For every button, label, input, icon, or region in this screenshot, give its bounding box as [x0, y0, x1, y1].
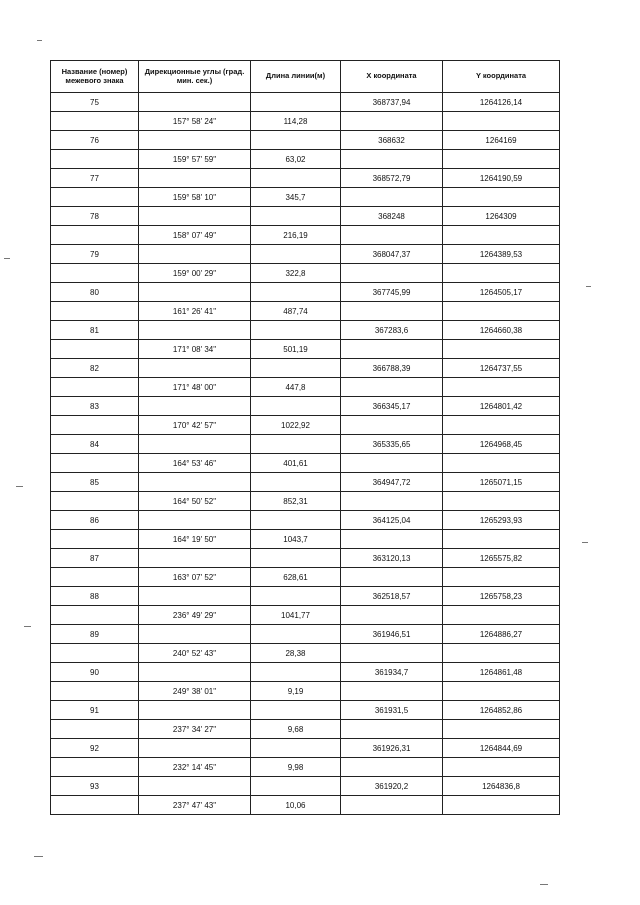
segment-angle: 157° 58' 24": [139, 112, 251, 131]
scan-speck: [540, 884, 548, 885]
segment-angle: 161° 26' 41": [139, 302, 251, 321]
point-x: 368632: [341, 131, 443, 150]
point-y: 1264737,55: [443, 359, 560, 378]
segment-length: 401,61: [251, 454, 341, 473]
point-y: 1264844,69: [443, 739, 560, 758]
point-x: 366788,39: [341, 359, 443, 378]
point-name: 88: [51, 587, 139, 606]
point-y: 1264169: [443, 131, 560, 150]
point-angle-empty: [139, 207, 251, 226]
point-name: 77: [51, 169, 139, 188]
point-length-empty: [251, 587, 341, 606]
segment-y-empty: [443, 682, 560, 701]
segment-length: 9,98: [251, 758, 341, 777]
point-y: 1264968,45: [443, 435, 560, 454]
table-row: [51, 397, 560, 416]
segment-y-empty: [443, 568, 560, 587]
segment-y-empty: [443, 796, 560, 815]
point-angle-empty: [139, 283, 251, 302]
point-x: 364125,04: [341, 511, 443, 530]
table-row: [51, 435, 560, 454]
point-x: 361931,5: [341, 701, 443, 720]
segment-angle: 171° 08' 34": [139, 340, 251, 359]
segment-length: 1022,92: [251, 416, 341, 435]
point-x: 361926,31: [341, 739, 443, 758]
point-x: 364947,72: [341, 473, 443, 492]
segment-name-empty: [51, 606, 139, 625]
segment-length: 628,61: [251, 568, 341, 587]
point-y: 1264801,42: [443, 397, 560, 416]
scan-speck: [37, 40, 42, 41]
point-x: 363120,13: [341, 549, 443, 568]
table-row: [51, 663, 560, 682]
header-row: [51, 61, 560, 93]
point-angle-empty: [139, 511, 251, 530]
table-row: [51, 245, 560, 264]
point-angle-empty: [139, 739, 251, 758]
segment-angle: 232° 14' 45": [139, 758, 251, 777]
point-x: 365335,65: [341, 435, 443, 454]
point-name: 85: [51, 473, 139, 492]
segment-x-empty: [341, 682, 443, 701]
point-angle-empty: [139, 701, 251, 720]
segment-name-empty: [51, 530, 139, 549]
table-row: [51, 644, 560, 663]
segment-x-empty: [341, 226, 443, 245]
segment-angle: 164° 50' 52": [139, 492, 251, 511]
point-length-empty: [251, 625, 341, 644]
scan-speck: [586, 286, 591, 287]
point-name: 89: [51, 625, 139, 644]
table-row: [51, 302, 560, 321]
table-row: [51, 606, 560, 625]
segment-length: 487,74: [251, 302, 341, 321]
scan-speck: [582, 542, 588, 543]
table-row: [51, 530, 560, 549]
point-name: 78: [51, 207, 139, 226]
segment-x-empty: [341, 150, 443, 169]
point-y: 1265293,93: [443, 511, 560, 530]
segment-name-empty: [51, 492, 139, 511]
segment-y-empty: [443, 188, 560, 207]
segment-y-empty: [443, 644, 560, 663]
segment-name-empty: [51, 302, 139, 321]
point-name: 90: [51, 663, 139, 682]
scan-speck: [24, 626, 31, 627]
point-x: 368572,79: [341, 169, 443, 188]
scan-speck: [34, 856, 43, 857]
point-name: 87: [51, 549, 139, 568]
segment-x-empty: [341, 758, 443, 777]
point-x: 368248: [341, 207, 443, 226]
segment-angle: 164° 19' 50": [139, 530, 251, 549]
segment-name-empty: [51, 112, 139, 131]
segment-y-empty: [443, 378, 560, 397]
point-name: 92: [51, 739, 139, 758]
segment-length: 345,7: [251, 188, 341, 207]
segment-y-empty: [443, 530, 560, 549]
point-x: 361934,7: [341, 663, 443, 682]
point-y: 1264505,17: [443, 283, 560, 302]
point-y: 1265071,15: [443, 473, 560, 492]
segment-length: 216,19: [251, 226, 341, 245]
point-angle-empty: [139, 587, 251, 606]
table-row: [51, 492, 560, 511]
segment-angle: 249° 38' 01": [139, 682, 251, 701]
segment-y-empty: [443, 606, 560, 625]
segment-x-empty: [341, 492, 443, 511]
point-name: 93: [51, 777, 139, 796]
segment-y-empty: [443, 758, 560, 777]
point-length-empty: [251, 435, 341, 454]
point-length-empty: [251, 207, 341, 226]
point-angle-empty: [139, 473, 251, 492]
segment-length: 9,19: [251, 682, 341, 701]
point-length-empty: [251, 169, 341, 188]
point-y: 1264309: [443, 207, 560, 226]
point-name: 84: [51, 435, 139, 454]
segment-name-empty: [51, 720, 139, 739]
point-angle-empty: [139, 131, 251, 150]
segment-y-empty: [443, 720, 560, 739]
segment-x-empty: [341, 302, 443, 321]
segment-x-empty: [341, 720, 443, 739]
point-y: 1264389,53: [443, 245, 560, 264]
header-name: Название (номер) межевого знака: [51, 61, 139, 93]
point-length-empty: [251, 511, 341, 530]
segment-y-empty: [443, 264, 560, 283]
segment-length: 852,31: [251, 492, 341, 511]
point-angle-empty: [139, 93, 251, 112]
point-angle-empty: [139, 663, 251, 682]
segment-length: 28,38: [251, 644, 341, 663]
segment-name-empty: [51, 454, 139, 473]
header-x: X координата: [341, 61, 443, 93]
point-length-empty: [251, 701, 341, 720]
segment-angle: 170° 42' 57": [139, 416, 251, 435]
point-length-empty: [251, 283, 341, 302]
table-row: [51, 378, 560, 397]
header-angle: Дирекционные углы (град. мин. сек.): [139, 61, 251, 93]
table-row: [51, 511, 560, 530]
segment-angle: 163° 07' 52": [139, 568, 251, 587]
point-x: 361920,2: [341, 777, 443, 796]
point-name: 80: [51, 283, 139, 302]
segment-angle: 237° 47' 43": [139, 796, 251, 815]
point-length-empty: [251, 549, 341, 568]
segment-name-empty: [51, 644, 139, 663]
point-name: 76: [51, 131, 139, 150]
segment-y-empty: [443, 226, 560, 245]
segment-angle: 236° 49' 29": [139, 606, 251, 625]
table-row: [51, 739, 560, 758]
point-angle-empty: [139, 397, 251, 416]
segment-length: 1043,7: [251, 530, 341, 549]
segment-x-empty: [341, 568, 443, 587]
segment-name-empty: [51, 340, 139, 359]
table-row: [51, 568, 560, 587]
table-row: [51, 359, 560, 378]
point-y: 1264861,48: [443, 663, 560, 682]
point-length-empty: [251, 131, 341, 150]
segment-length: 10,06: [251, 796, 341, 815]
table-row: [51, 796, 560, 815]
table-row: [51, 701, 560, 720]
segment-angle: 237° 34' 27": [139, 720, 251, 739]
segment-x-empty: [341, 796, 443, 815]
table-row: [51, 682, 560, 701]
segment-name-empty: [51, 416, 139, 435]
table-row: [51, 720, 560, 739]
point-length-empty: [251, 777, 341, 796]
segment-angle: 158° 07' 49": [139, 226, 251, 245]
segment-length: 501,19: [251, 340, 341, 359]
point-length-empty: [251, 473, 341, 492]
point-length-empty: [251, 739, 341, 758]
point-x: 361946,51: [341, 625, 443, 644]
segment-angle: 240° 52' 43": [139, 644, 251, 663]
segment-y-empty: [443, 302, 560, 321]
segment-x-empty: [341, 188, 443, 207]
point-angle-empty: [139, 549, 251, 568]
point-length-empty: [251, 397, 341, 416]
point-angle-empty: [139, 169, 251, 188]
scan-speck: [16, 486, 23, 487]
coordinates-table: [50, 60, 560, 815]
segment-angle: 159° 58' 10": [139, 188, 251, 207]
segment-name-empty: [51, 264, 139, 283]
table-row: [51, 416, 560, 435]
point-length-empty: [251, 359, 341, 378]
table-row: [51, 321, 560, 340]
point-y: 1264852,86: [443, 701, 560, 720]
table-row: [51, 549, 560, 568]
point-y: 1264836,8: [443, 777, 560, 796]
point-length-empty: [251, 93, 341, 112]
segment-length: 114,28: [251, 112, 341, 131]
point-length-empty: [251, 245, 341, 264]
table-header: [51, 61, 560, 93]
point-y: 1265575,82: [443, 549, 560, 568]
segment-y-empty: [443, 150, 560, 169]
point-angle-empty: [139, 245, 251, 264]
segment-name-empty: [51, 758, 139, 777]
point-y: 1265758,23: [443, 587, 560, 606]
point-x: 367745,99: [341, 283, 443, 302]
segment-x-empty: [341, 340, 443, 359]
table-row: [51, 587, 560, 606]
point-name: 81: [51, 321, 139, 340]
point-angle-empty: [139, 777, 251, 796]
segment-length: 322,8: [251, 264, 341, 283]
segment-y-empty: [443, 340, 560, 359]
point-y: 1264886,27: [443, 625, 560, 644]
point-y: 1264126,14: [443, 93, 560, 112]
segment-length: 1041,77: [251, 606, 341, 625]
table-row: [51, 758, 560, 777]
table-row: [51, 131, 560, 150]
segment-name-empty: [51, 188, 139, 207]
segment-name-empty: [51, 568, 139, 587]
scan-speck: [4, 258, 10, 259]
table-row: [51, 207, 560, 226]
point-name: 83: [51, 397, 139, 416]
segment-y-empty: [443, 492, 560, 511]
point-y: 1264190,59: [443, 169, 560, 188]
point-x: 367283,6: [341, 321, 443, 340]
header-length: Длина линии(м): [251, 61, 341, 93]
segment-name-empty: [51, 226, 139, 245]
segment-y-empty: [443, 416, 560, 435]
segment-x-empty: [341, 112, 443, 131]
segment-x-empty: [341, 644, 443, 663]
point-angle-empty: [139, 435, 251, 454]
segment-x-empty: [341, 454, 443, 473]
table-row: [51, 150, 560, 169]
segment-x-empty: [341, 606, 443, 625]
point-name: 86: [51, 511, 139, 530]
point-angle-empty: [139, 359, 251, 378]
point-length-empty: [251, 321, 341, 340]
table-body: [51, 93, 560, 815]
segment-x-empty: [341, 530, 443, 549]
point-angle-empty: [139, 321, 251, 340]
segment-length: 9,68: [251, 720, 341, 739]
point-x: 362518,57: [341, 587, 443, 606]
segment-length: 63,02: [251, 150, 341, 169]
header-y: Y координата: [443, 61, 560, 93]
segment-length: 447,8: [251, 378, 341, 397]
table-row: [51, 340, 560, 359]
segment-name-empty: [51, 150, 139, 169]
segment-angle: 159° 00' 29": [139, 264, 251, 283]
point-length-empty: [251, 663, 341, 682]
segment-angle: 164° 53' 46": [139, 454, 251, 473]
segment-name-empty: [51, 682, 139, 701]
table-row: [51, 473, 560, 492]
segment-x-empty: [341, 378, 443, 397]
table-row: [51, 169, 560, 188]
point-angle-empty: [139, 625, 251, 644]
segment-x-empty: [341, 264, 443, 283]
table-row: [51, 264, 560, 283]
table-row: [51, 93, 560, 112]
point-y: 1264660,38: [443, 321, 560, 340]
segment-y-empty: [443, 112, 560, 131]
point-name: 91: [51, 701, 139, 720]
segment-angle: 159° 57' 59": [139, 150, 251, 169]
point-x: 366345,17: [341, 397, 443, 416]
segment-y-empty: [443, 454, 560, 473]
table-row: [51, 283, 560, 302]
segment-x-empty: [341, 416, 443, 435]
segment-angle: 171° 48' 00": [139, 378, 251, 397]
point-name: 82: [51, 359, 139, 378]
point-name: 79: [51, 245, 139, 264]
segment-name-empty: [51, 796, 139, 815]
segment-name-empty: [51, 378, 139, 397]
point-x: 368047,37: [341, 245, 443, 264]
point-x: 368737,94: [341, 93, 443, 112]
table-row: [51, 777, 560, 796]
table-row: [51, 454, 560, 473]
table-row: [51, 625, 560, 644]
table-row: [51, 226, 560, 245]
table-row: [51, 112, 560, 131]
table-row: [51, 188, 560, 207]
point-name: 75: [51, 93, 139, 112]
